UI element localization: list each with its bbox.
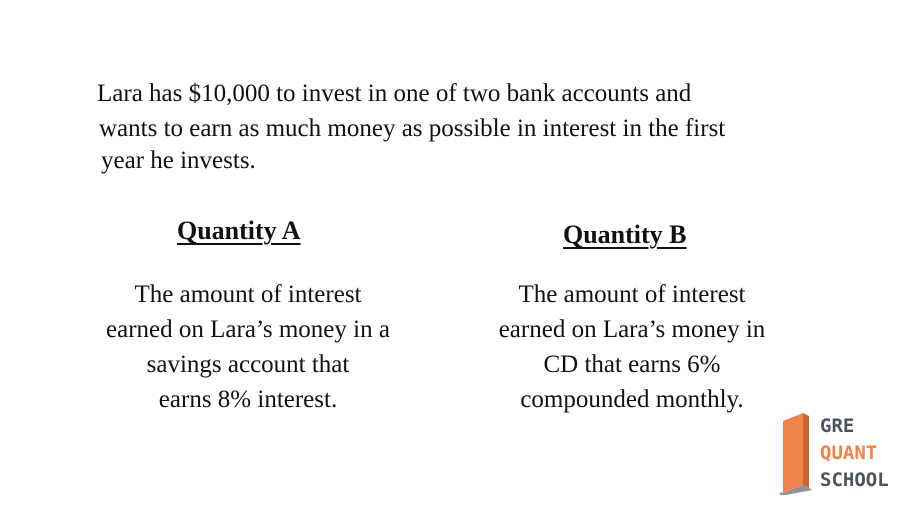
gre-quant-school-logo: [780, 413, 900, 495]
quantity-b-line-3: CD that earns 6%: [543, 351, 721, 378]
logo-text-quant: QUANT: [820, 442, 878, 464]
quantity-b-heading: Quantity B: [563, 220, 687, 249]
quantity-b-line-1: The amount of interest: [518, 281, 746, 308]
logo-text-school: SCHOOL: [820, 469, 889, 491]
book-icon: [780, 413, 818, 495]
problem-line-2: wants to earn as much money as possible in interest in the first: [99, 115, 726, 142]
logo-text-gre: GRE: [820, 415, 855, 437]
problem-line-1: Lara has $10,000 to invest in one of two bank accounts and: [97, 80, 692, 107]
quantity-b-line-2: earned on Lara’s money in: [498, 316, 766, 343]
quantity-b-line-4: compounded monthly.: [520, 386, 744, 413]
problem-line-3: year he invests.: [101, 147, 256, 174]
quantity-a-line-2: earned on Lara’s money in a: [106, 316, 390, 343]
quantity-a-line-4: earns 8% interest.: [158, 386, 338, 413]
quantity-a-description: [80, 280, 416, 420]
quantity-a-line-1: The amount of interest: [134, 281, 362, 308]
quantity-b-description: [470, 280, 794, 420]
quantity-a-heading: Quantity A: [177, 216, 301, 245]
quantity-a-line-3: savings account that: [146, 351, 350, 378]
